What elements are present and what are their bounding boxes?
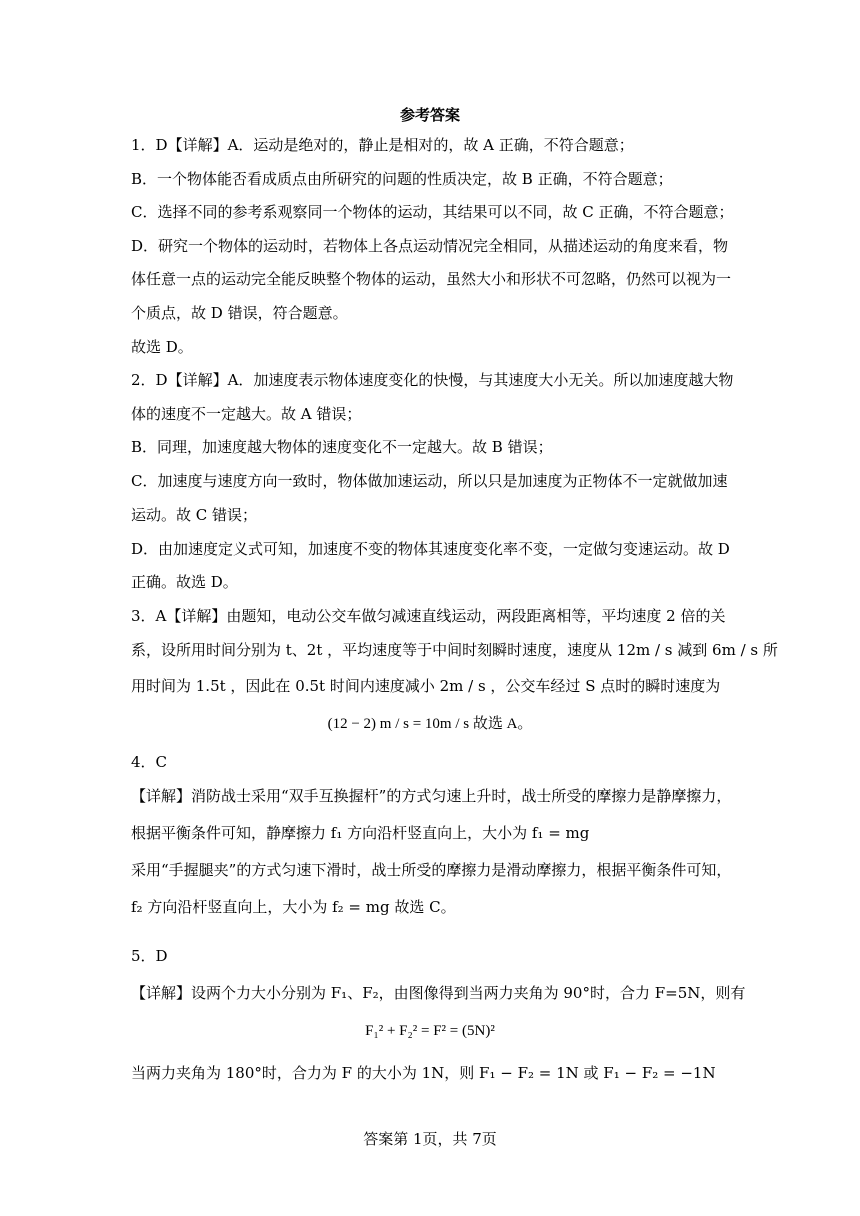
text-line: 根据平衡条件可知，静摩擦力 f₁ 方向沿杆竖直向上，大小为 f₁ = mg xyxy=(131,824,590,842)
page-footer: 答案第 1页，共 7页 xyxy=(363,1130,497,1148)
text-line: 【详解】消防战士采用“双手互换握杆”的方式匀速上升时，战士所受的摩擦力是静摩擦力， xyxy=(131,787,732,805)
text-line: 故选 D。 xyxy=(131,338,193,356)
text-line: 5．D xyxy=(131,947,168,965)
text-line: B．一个物体能否看成质点由所研究的问题的性质决定，故 B 正确，不符合题意； xyxy=(131,170,673,188)
text-line: 用时间为 1.5t ，因此在 0.5t 时间内速度减小 2m / s ，公交车经过 S 点时的瞬时速度为 xyxy=(131,677,721,695)
text-line: 运动。故 C 错误； xyxy=(131,506,258,524)
page-title: 参考答案 xyxy=(399,106,460,124)
equation: (12 − 2) m / s = 10m / s 故选 A。 xyxy=(327,716,533,732)
text-line: 系，设所用时间分别为 t、2t ，平均速度等于中间时刻瞬时速度，速度从 12m / s 减到 6m / s 所 xyxy=(131,641,778,659)
text-line: 当两力夹角为 180°时，合力为 F 的大小为 1N，则 F₁ − F₂ = 1N 或 F₁ − F₂ = −1N xyxy=(131,1064,716,1082)
text-line: 4．C xyxy=(131,753,168,771)
text-line: f₂ 方向沿杆竖直向上，大小为 f₂ = mg 故选 C。 xyxy=(131,898,456,916)
text-line: 体的速度不一定越大。故 A 错误； xyxy=(131,405,362,423)
text-line: 1．D【详解】A．运动是绝对的，静止是相对的，故 A 正确，不符合题意； xyxy=(131,136,634,154)
text-line: 3．A【详解】由题知，电动公交车做匀减速直线运动，两段距离相等，平均速度 2 倍的关 xyxy=(131,607,726,625)
text-line: 正确。故选 D。 xyxy=(131,573,238,591)
text-line: C．选择不同的参考系观察同一个物体的运动，其结果可以不同，故 C 正确，不符合题意； xyxy=(131,203,734,221)
text-line: 采用“手握腿夹”的方式匀速下滑时，战士所受的摩擦力是滑动摩擦力，根据平衡条件可知， xyxy=(131,861,732,879)
equation: F₁² + F₂² = F² = (5N)² xyxy=(365,1023,495,1039)
text-line: 2．D【详解】A．加速度表示物体速度变化的快慢，与其速度大小无关。所以加速度越大物 xyxy=(131,371,734,389)
text-line: 体任意一点的运动完全能反映整个物体的运动，虽然大小和形状不可忽略，仍然可以视为一 xyxy=(131,270,732,288)
text-line: B．同理，加速度越大物体的速度变化不一定越大。故 B 错误； xyxy=(131,438,553,456)
text-line: D．由加速度定义式可知，加速度不变的物体其速度变化率不变，一定做匀变速运动。故 D xyxy=(131,540,730,558)
text-line: D．研究一个物体的运动时，若物体上各点运动情况完全相同，从描述运动的角度来看，物 xyxy=(131,237,729,255)
text-line: 【详解】设两个力大小分别为 F₁、F₂，由图像得到当两力夹角为 90°时，合力 F=5N，则有 xyxy=(131,984,746,1002)
text-line: C．加速度与速度方向一致时，物体做加速运动，所以只是加速度为正物体不一定就做加速 xyxy=(131,472,728,490)
text-line: 个质点，故 D 错误，符合题意。 xyxy=(131,304,348,322)
